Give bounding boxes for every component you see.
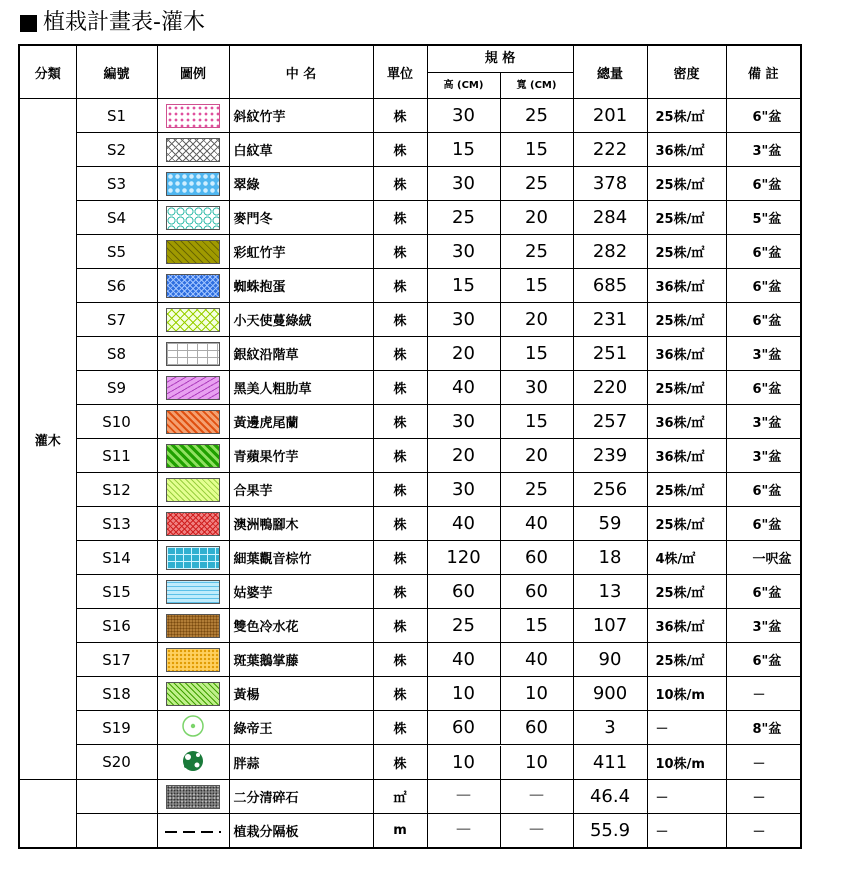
table-row <box>19 371 801 405</box>
total-cell: 46.4 <box>573 780 647 814</box>
name-cell: 白紋草 <box>229 133 373 167</box>
spec-cell <box>427 814 573 849</box>
header-density: 密度 <box>647 45 726 99</box>
width-value: 60 <box>525 547 548 568</box>
density-cell: 25株/㎡ <box>647 473 726 507</box>
name-cell: 姑婆芋 <box>229 575 373 609</box>
code-cell: S3 <box>76 167 157 201</box>
pattern-swatch-icon <box>166 308 220 332</box>
header-remark: 備 註 <box>726 45 801 99</box>
legend-cell <box>157 201 229 235</box>
height-value: 30 <box>428 303 501 336</box>
spec-cell <box>427 235 573 269</box>
header-total: 總量 <box>573 45 647 99</box>
remark-cell: 一呎盆 <box>726 541 801 575</box>
legend-cell <box>157 99 229 133</box>
height-value: 60 <box>428 575 501 608</box>
height-value: 25 <box>428 609 501 642</box>
density-cell: 10株/m <box>647 745 726 780</box>
unit-cell: 株 <box>373 201 427 235</box>
code-cell: S6 <box>76 269 157 303</box>
name-cell: 小天使蔓綠絨 <box>229 303 373 337</box>
density-cell: 36株/㎡ <box>647 337 726 371</box>
code-cell: S9 <box>76 371 157 405</box>
spec-cell <box>427 541 573 575</box>
remark-cell: － <box>726 745 801 780</box>
code-cell <box>76 780 157 814</box>
total-cell: 220 <box>573 371 647 405</box>
remark-cell: 6"盆 <box>726 99 801 133</box>
header-width: 寬 (CM) <box>516 80 557 91</box>
unit-cell: ㎡ <box>373 780 427 814</box>
height-value: 15 <box>428 269 501 302</box>
spec-cell <box>427 201 573 235</box>
remark-cell: 6"盆 <box>726 235 801 269</box>
height-value: 30 <box>428 473 501 506</box>
unit-cell: 株 <box>373 677 427 711</box>
category-cell-empty <box>19 780 76 849</box>
legend-cell <box>157 507 229 541</box>
code-cell: S18 <box>76 677 157 711</box>
page-title-text: 植栽計畫表-灌木 <box>43 10 205 35</box>
unit-cell: 株 <box>373 507 427 541</box>
spec-cell <box>427 337 573 371</box>
remark-cell: － <box>726 780 801 814</box>
remark-cell: － <box>726 677 801 711</box>
total-cell: 685 <box>573 269 647 303</box>
code-cell: S17 <box>76 643 157 677</box>
table-row <box>19 235 801 269</box>
density-cell: 25株/㎡ <box>647 507 726 541</box>
table-row <box>19 99 801 133</box>
spec-cell <box>427 405 573 439</box>
unit-cell: 株 <box>373 133 427 167</box>
table-row <box>19 541 801 575</box>
unit-cell: 株 <box>373 371 427 405</box>
density-cell: 4株/㎡ <box>647 541 726 575</box>
name-cell: 胖蒜 <box>229 745 373 780</box>
code-cell: S7 <box>76 303 157 337</box>
total-cell: 900 <box>573 677 647 711</box>
table-row <box>19 303 801 337</box>
table-row <box>19 745 801 780</box>
height-value: 15 <box>428 133 501 166</box>
spec-cell <box>427 439 573 473</box>
width-value: 60 <box>525 581 548 602</box>
table-row <box>19 780 801 814</box>
total-cell: 90 <box>573 643 647 677</box>
height-value: － <box>428 780 501 813</box>
height-value: 30 <box>428 405 501 438</box>
name-cell: 綠帝王 <box>229 711 373 745</box>
code-cell: S19 <box>76 711 157 745</box>
total-cell: 239 <box>573 439 647 473</box>
density-cell: 36株/㎡ <box>647 133 726 167</box>
legend-cell <box>157 371 229 405</box>
remark-cell: 5"盆 <box>726 201 801 235</box>
legend-cell <box>157 303 229 337</box>
unit-cell: 株 <box>373 609 427 643</box>
unit-cell: 株 <box>373 337 427 371</box>
legend-cell <box>157 780 229 814</box>
legend-cell <box>157 133 229 167</box>
density-cell: － <box>647 814 726 849</box>
density-cell: 10株/m <box>647 677 726 711</box>
density-cell: 25株/㎡ <box>647 167 726 201</box>
table-row <box>19 167 801 201</box>
square-bullet-icon <box>20 15 37 32</box>
total-cell: 284 <box>573 201 647 235</box>
width-value: － <box>527 820 546 841</box>
remark-cell: 8"盆 <box>726 711 801 745</box>
remark-cell: 6"盆 <box>726 269 801 303</box>
name-cell: 銀紋沿階草 <box>229 337 373 371</box>
code-cell: S11 <box>76 439 157 473</box>
code-cell: S12 <box>76 473 157 507</box>
code-cell: S15 <box>76 575 157 609</box>
table-row <box>19 643 801 677</box>
table-row <box>19 337 801 371</box>
code-cell: S5 <box>76 235 157 269</box>
name-cell: 黃楊 <box>229 677 373 711</box>
density-cell: 25株/㎡ <box>647 371 726 405</box>
width-value: 40 <box>525 649 548 670</box>
width-value: 25 <box>525 479 548 500</box>
spec-cell <box>427 711 573 745</box>
name-cell: 二分清碎石 <box>229 780 373 814</box>
legend-cell <box>157 575 229 609</box>
width-value: 10 <box>525 683 548 704</box>
width-value: 30 <box>525 377 548 398</box>
spec-cell <box>427 677 573 711</box>
height-value: 120 <box>428 541 501 574</box>
table-row <box>19 814 801 849</box>
name-cell: 細葉觀音棕竹 <box>229 541 373 575</box>
pattern-swatch-icon <box>166 478 220 502</box>
header-spec <box>427 45 573 99</box>
legend-cell <box>157 235 229 269</box>
pattern-swatch-icon <box>166 342 220 366</box>
table-row <box>19 711 801 745</box>
width-value: 25 <box>525 241 548 262</box>
spec-cell <box>427 269 573 303</box>
header-spec-label: 規 格 <box>484 51 516 66</box>
remark-cell: 3"盆 <box>726 609 801 643</box>
code-cell: S8 <box>76 337 157 371</box>
height-value: 40 <box>428 643 501 676</box>
total-cell: 256 <box>573 473 647 507</box>
height-value: 10 <box>428 746 501 779</box>
unit-cell: 株 <box>373 711 427 745</box>
total-cell: 18 <box>573 541 647 575</box>
pattern-swatch-icon <box>166 206 220 230</box>
table-row <box>19 133 801 167</box>
pattern-swatch-icon <box>166 580 220 604</box>
spec-cell <box>427 745 573 780</box>
total-cell: 55.9 <box>573 814 647 849</box>
header-unit: 單位 <box>373 45 427 99</box>
width-value: 40 <box>525 513 548 534</box>
legend-cell <box>157 541 229 575</box>
width-value: 20 <box>525 207 548 228</box>
header-code: 編號 <box>76 45 157 99</box>
header-height: 高 (CM) <box>428 73 501 98</box>
total-cell: 411 <box>573 745 647 780</box>
height-value: 20 <box>428 337 501 370</box>
spec-cell <box>427 167 573 201</box>
header-name: 中 名 <box>229 45 373 99</box>
name-cell: 斜紋竹芋 <box>229 99 373 133</box>
table-row <box>19 201 801 235</box>
pattern-swatch-icon <box>166 785 220 809</box>
width-value: 15 <box>525 343 548 364</box>
remark-cell: 3"盆 <box>726 439 801 473</box>
pattern-swatch-icon <box>166 682 220 706</box>
table-body <box>19 99 801 849</box>
legend-cell <box>157 473 229 507</box>
density-cell: 36株/㎡ <box>647 405 726 439</box>
density-cell: 36株/㎡ <box>647 439 726 473</box>
unit-cell: 株 <box>373 99 427 133</box>
unit-cell: 株 <box>373 405 427 439</box>
pattern-swatch-icon <box>166 376 220 400</box>
height-value: 40 <box>428 507 501 540</box>
remark-cell: 6"盆 <box>726 167 801 201</box>
total-cell: 251 <box>573 337 647 371</box>
table-row <box>19 439 801 473</box>
width-value: 25 <box>525 105 548 126</box>
unit-cell: 株 <box>373 303 427 337</box>
table-row <box>19 269 801 303</box>
header-legend: 圖例 <box>157 45 229 99</box>
density-cell: 36株/㎡ <box>647 609 726 643</box>
code-cell: S10 <box>76 405 157 439</box>
density-cell: － <box>647 780 726 814</box>
total-cell: 282 <box>573 235 647 269</box>
unit-cell: 株 <box>373 439 427 473</box>
planting-table <box>18 44 802 849</box>
legend-cell <box>157 337 229 371</box>
table-row <box>19 507 801 541</box>
code-cell: S14 <box>76 541 157 575</box>
leaf-plant-icon <box>178 745 208 775</box>
code-cell: S20 <box>76 745 157 780</box>
pattern-swatch-icon <box>166 614 220 638</box>
width-value: 10 <box>525 751 548 773</box>
table-row <box>19 473 801 507</box>
legend-cell <box>157 745 229 780</box>
unit-cell: 株 <box>373 643 427 677</box>
code-cell: S13 <box>76 507 157 541</box>
density-cell: 25株/㎡ <box>647 201 726 235</box>
remark-cell: － <box>726 814 801 849</box>
name-cell: 雙色冷水花 <box>229 609 373 643</box>
height-value: 10 <box>428 677 501 710</box>
spec-cell <box>427 473 573 507</box>
code-cell: S4 <box>76 201 157 235</box>
code-cell <box>76 814 157 849</box>
legend-cell <box>157 677 229 711</box>
total-cell: 59 <box>573 507 647 541</box>
remark-cell: 6"盆 <box>726 303 801 337</box>
remark-cell: 6"盆 <box>726 575 801 609</box>
density-cell: 25株/㎡ <box>647 303 726 337</box>
height-value: 40 <box>428 371 501 404</box>
height-value: 25 <box>428 201 501 234</box>
table-row <box>19 609 801 643</box>
legend-cell <box>157 167 229 201</box>
name-cell: 澳洲鴨腳木 <box>229 507 373 541</box>
width-value: 25 <box>525 173 548 194</box>
width-value: 15 <box>525 275 548 296</box>
unit-cell: 株 <box>373 745 427 780</box>
code-cell: S2 <box>76 133 157 167</box>
unit-cell: 株 <box>373 541 427 575</box>
code-cell: S1 <box>76 99 157 133</box>
remark-cell: 3"盆 <box>726 405 801 439</box>
name-cell: 麥門冬 <box>229 201 373 235</box>
legend-cell <box>157 405 229 439</box>
unit-cell: m <box>373 814 427 849</box>
pattern-swatch-icon <box>166 274 220 298</box>
code-cell: S16 <box>76 609 157 643</box>
name-cell: 蜘蛛抱蛋 <box>229 269 373 303</box>
height-value: 30 <box>428 235 501 268</box>
pattern-swatch-icon <box>166 172 220 196</box>
pattern-swatch-icon <box>166 444 220 468</box>
width-value: 60 <box>525 717 548 738</box>
total-cell: 201 <box>573 99 647 133</box>
spec-cell <box>427 643 573 677</box>
legend-cell <box>157 269 229 303</box>
unit-cell: 株 <box>373 269 427 303</box>
density-cell: 25株/㎡ <box>647 99 726 133</box>
unit-cell: 株 <box>373 473 427 507</box>
pattern-swatch-icon <box>166 138 220 162</box>
pattern-swatch-icon <box>166 512 220 536</box>
height-value: 60 <box>428 711 501 744</box>
unit-cell: 株 <box>373 167 427 201</box>
legend-cell <box>157 814 229 849</box>
density-cell: 25株/㎡ <box>647 643 726 677</box>
table-row <box>19 405 801 439</box>
name-cell: 合果芋 <box>229 473 373 507</box>
page-title <box>20 8 205 38</box>
spec-cell <box>427 99 573 133</box>
height-value: 30 <box>428 99 501 132</box>
legend-cell <box>157 609 229 643</box>
total-cell: 107 <box>573 609 647 643</box>
spec-cell <box>427 575 573 609</box>
total-cell: 257 <box>573 405 647 439</box>
spec-cell <box>427 303 573 337</box>
name-cell: 植栽分隔板 <box>229 814 373 849</box>
unit-cell: 株 <box>373 235 427 269</box>
header-category: 分類 <box>19 45 76 99</box>
remark-cell: 6"盆 <box>726 371 801 405</box>
dash-line-icon <box>164 828 222 836</box>
spec-cell <box>427 609 573 643</box>
width-value: － <box>527 786 546 807</box>
spec-cell <box>427 507 573 541</box>
name-cell: 彩虹竹芋 <box>229 235 373 269</box>
width-value: 15 <box>525 411 548 432</box>
name-cell: 青蘋果竹芋 <box>229 439 373 473</box>
name-cell: 斑葉鵝掌藤 <box>229 643 373 677</box>
width-value: 15 <box>525 139 548 160</box>
circle-plant-icon <box>180 713 206 739</box>
total-cell: 231 <box>573 303 647 337</box>
height-value: 20 <box>428 439 501 472</box>
name-cell: 黑美人粗肋草 <box>229 371 373 405</box>
height-value: － <box>428 814 501 847</box>
density-cell: 36株/㎡ <box>647 269 726 303</box>
remark-cell: 3"盆 <box>726 337 801 371</box>
legend-cell <box>157 711 229 745</box>
density-cell: － <box>647 711 726 745</box>
pattern-swatch-icon <box>166 546 220 570</box>
unit-cell: 株 <box>373 575 427 609</box>
spec-cell <box>427 371 573 405</box>
width-value: 20 <box>525 445 548 466</box>
spec-cell <box>427 780 573 814</box>
table-row <box>19 677 801 711</box>
table-row <box>19 575 801 609</box>
pattern-swatch-icon <box>166 410 220 434</box>
width-value: 15 <box>525 615 548 636</box>
pattern-swatch-icon <box>166 104 220 128</box>
name-cell: 翠綠 <box>229 167 373 201</box>
category-cell: 灌木 <box>19 99 76 780</box>
remark-cell: 6"盆 <box>726 643 801 677</box>
total-cell: 222 <box>573 133 647 167</box>
remark-cell: 3"盆 <box>726 133 801 167</box>
total-cell: 3 <box>573 711 647 745</box>
legend-cell <box>157 643 229 677</box>
name-cell: 黃邊虎尾蘭 <box>229 405 373 439</box>
density-cell: 25株/㎡ <box>647 575 726 609</box>
total-cell: 378 <box>573 167 647 201</box>
width-value: 20 <box>525 309 548 330</box>
legend-cell <box>157 439 229 473</box>
pattern-swatch-icon <box>166 648 220 672</box>
remark-cell: 6"盆 <box>726 473 801 507</box>
pattern-swatch-icon <box>166 240 220 264</box>
height-value: 30 <box>428 167 501 200</box>
remark-cell: 6"盆 <box>726 507 801 541</box>
density-cell: 25株/㎡ <box>647 235 726 269</box>
total-cell: 13 <box>573 575 647 609</box>
spec-cell <box>427 133 573 167</box>
